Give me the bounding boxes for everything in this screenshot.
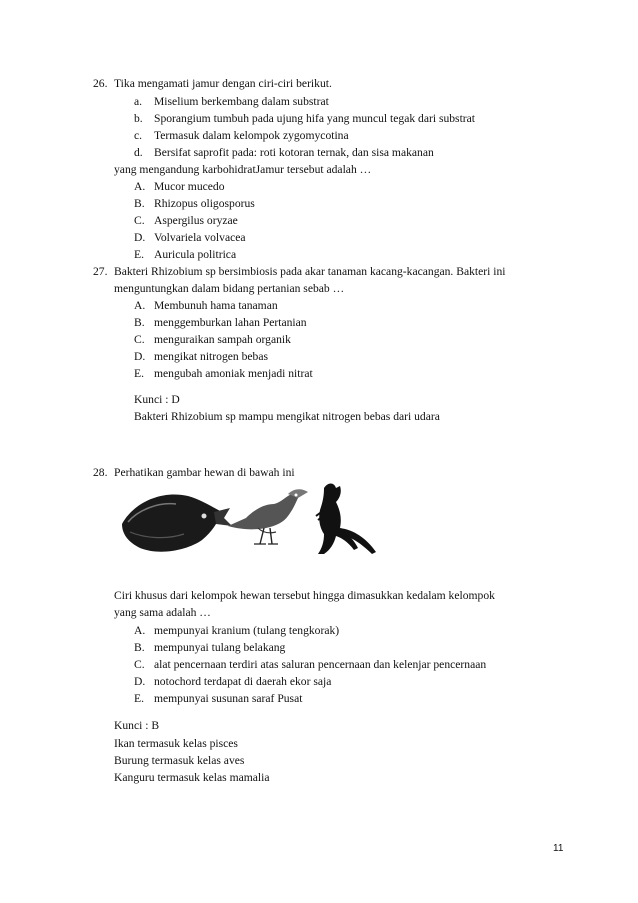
question-stem-continued: yang mengandung karbohidratJamur tersebut adalah … bbox=[114, 163, 372, 176]
feature-label: b. bbox=[134, 112, 143, 125]
answer-key: Kunci : D bbox=[134, 393, 180, 406]
option-text: Mucor mucedo bbox=[154, 180, 225, 193]
page-number: 11 bbox=[553, 843, 564, 854]
kangaroo-icon bbox=[316, 484, 376, 555]
option-label: C. bbox=[134, 658, 145, 671]
feature-text: Bersifat saprofit pada: roti kotoran ternak, dan sisa makanan bbox=[154, 146, 434, 159]
answer-explanation: Bakteri Rhizobium sp mampu mengikat nitrogen bebas dari udara bbox=[134, 410, 440, 423]
option-text: mempunyai susunan saraf Pusat bbox=[154, 692, 303, 705]
option-text: Rhizopus oligosporus bbox=[154, 197, 255, 210]
option-text: mengubah amoniak menjadi nitrat bbox=[154, 367, 313, 380]
option-label: D. bbox=[134, 675, 146, 688]
option-label: B. bbox=[134, 316, 145, 329]
question-stem: Bakteri Rhizobium sp bersimbiosis pada akar tanaman kacang-kacangan. Bakteri ini bbox=[114, 265, 506, 278]
feature-text: Sporangium tumbuh pada ujung hifa yang muncul tegak dari substrat bbox=[154, 112, 476, 125]
feature-label: a. bbox=[134, 95, 143, 108]
feature-label: d. bbox=[134, 146, 143, 159]
question-stem: Perhatikan gambar hewan di bawah ini bbox=[114, 466, 295, 479]
option-label: D. bbox=[134, 350, 146, 363]
option-label: A. bbox=[134, 624, 146, 637]
answer-note: Ikan termasuk kelas pisces bbox=[114, 737, 238, 750]
option-label: E. bbox=[134, 248, 144, 261]
question-stem-continued: menguntungkan dalam bidang pertanian sebab … bbox=[114, 282, 345, 295]
question-number: 28. bbox=[93, 466, 108, 479]
option-text: Aspergilus oryzae bbox=[154, 214, 238, 227]
feature-label: c. bbox=[134, 129, 143, 142]
option-text: alat pencernaan terdiri atas saluran pencernaan dan kelenjar pencernaan bbox=[154, 658, 487, 671]
option-label: D. bbox=[134, 231, 146, 244]
option-label: B. bbox=[134, 197, 145, 210]
option-label: A. bbox=[134, 299, 146, 312]
answer-key: Kunci : B bbox=[114, 719, 160, 732]
question-number: 27. bbox=[93, 265, 108, 278]
option-label: E. bbox=[134, 367, 144, 380]
question-number: 26. bbox=[93, 77, 108, 90]
option-label: A. bbox=[134, 180, 146, 193]
option-label: B. bbox=[134, 641, 145, 654]
feature-text: Miselium berkembang dalam substrat bbox=[154, 95, 329, 108]
answer-note: Kanguru termasuk kelas mamalia bbox=[114, 771, 270, 784]
animal-figure-svg bbox=[118, 482, 380, 560]
option-text: menguraikan sampah organik bbox=[154, 333, 291, 346]
fish-icon bbox=[122, 494, 232, 551]
option-text: menggemburkan lahan Pertanian bbox=[154, 316, 307, 329]
option-label: C. bbox=[134, 214, 145, 227]
option-text: mempunyai tulang belakang bbox=[154, 641, 286, 654]
feature-text: Termasuk dalam kelompok zygomycotina bbox=[154, 129, 349, 142]
option-text: Membunuh hama tanaman bbox=[154, 299, 278, 312]
animal-figure bbox=[118, 482, 380, 560]
question-stem: Tika mengamati jamur dengan ciri-ciri berikut. bbox=[114, 77, 332, 90]
answer-note: Burung termasuk kelas aves bbox=[114, 754, 245, 767]
option-text: mempunyai kranium (tulang tengkorak) bbox=[154, 624, 340, 637]
option-text: notochord terdapat di daerah ekor saja bbox=[154, 675, 332, 688]
bird-icon bbox=[228, 489, 308, 544]
question-text-continued: yang sama adalah … bbox=[114, 606, 211, 619]
option-text: Auricula politrica bbox=[154, 248, 237, 261]
option-text: Volvariela volvacea bbox=[154, 231, 246, 244]
option-label: E. bbox=[134, 692, 144, 705]
option-text: mengikat nitrogen bebas bbox=[154, 350, 268, 363]
option-label: C. bbox=[134, 333, 145, 346]
question-text: Ciri khusus dari kelompok hewan tersebut hingga dimasukkan kedalam kelompok bbox=[114, 589, 495, 602]
